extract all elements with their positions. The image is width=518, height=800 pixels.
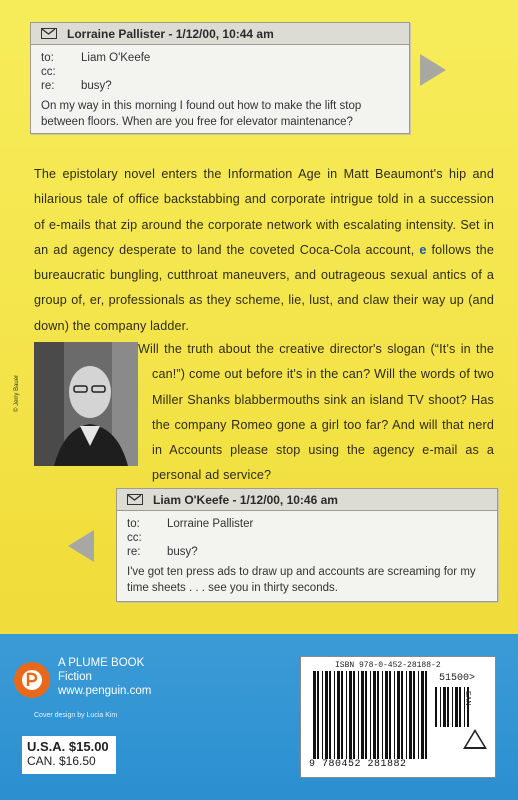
barcode-bar xyxy=(373,671,376,759)
barcode-bar xyxy=(447,687,449,727)
to-label: to: xyxy=(41,52,54,64)
barcode-bar xyxy=(341,671,343,759)
barcode-digits: 9 780452 281882 xyxy=(309,759,407,770)
cc-row xyxy=(41,65,409,79)
blurb-paragraph-1 xyxy=(34,162,494,339)
barcode-bar xyxy=(421,671,424,759)
email-top-header xyxy=(31,23,409,45)
barcode-bar xyxy=(313,671,316,759)
barcode-bar xyxy=(337,671,340,759)
publisher-url[interactable]: www.penguin.com xyxy=(58,685,152,697)
isbn-number: ISBN 978-0-452-28188-2 xyxy=(335,661,441,670)
re-value: busy? xyxy=(81,80,112,92)
blurb-text: The epistolary novel enters the Information Age in Matt Beaumont's hip and hilarious tale of office backstabbing and corporate intrigue told in a succession of e-mails that zip around the corporate network with escalating intensity. Set in an ad agency desperate to land the coveted Coca-Cola account, xyxy=(34,167,494,257)
barcode-bar xyxy=(325,671,328,759)
barcode-bar xyxy=(459,687,461,727)
publisher-name: A PLUME BOOK xyxy=(58,657,145,669)
barcode-bar xyxy=(349,671,352,759)
re-label: re: xyxy=(127,546,141,558)
price-box xyxy=(22,736,116,774)
barcode-bar xyxy=(389,671,391,759)
title-e: e xyxy=(419,242,427,257)
photo-credit: © Jerry Bauer xyxy=(14,374,20,412)
barcode-bar xyxy=(401,671,403,759)
barcode-bar xyxy=(370,671,371,759)
barcode-bar xyxy=(455,687,458,727)
blurb-text: follows the bureaucratic bungling, cutthroat maneuvers, and outrageous sexual antics of a group of, er, professionals as they scheme, lie, lust, and claw their way up (and down) the company ladder. xyxy=(34,242,494,333)
barcode-bar xyxy=(317,671,319,759)
price-can: CAN. $16.50 xyxy=(27,754,96,768)
to-value: Liam O'Keefe xyxy=(81,52,151,64)
to-row xyxy=(41,51,409,65)
barcode-bar xyxy=(358,671,359,759)
barcode-bar xyxy=(397,671,400,759)
barcode-bar xyxy=(418,671,419,759)
barcode-bar xyxy=(435,687,437,727)
barcode-box xyxy=(300,656,496,778)
arrow-left-icon xyxy=(68,530,94,562)
re-row xyxy=(41,79,409,93)
ean-triangle-icon xyxy=(463,729,487,749)
barcode-bar xyxy=(452,687,453,727)
email-bottom-header xyxy=(117,489,497,511)
barcode-bar xyxy=(440,687,441,727)
barcode-bar xyxy=(329,671,331,759)
arrow-right-icon xyxy=(420,54,446,86)
email-top-sender: Lorraine Pallister - 1/12/00, 10:44 am xyxy=(67,26,274,41)
barcode-bar xyxy=(334,671,335,759)
barcode-main xyxy=(313,671,429,759)
to-value: Lorraine Pallister xyxy=(167,518,254,530)
barcode-bar xyxy=(382,671,383,759)
barcode-bar xyxy=(409,671,412,759)
barcode-bar xyxy=(361,671,364,759)
email-bottom xyxy=(116,488,498,602)
email-top-message: On my way in this morning I found out how to make the lift stop between floors. When are you free for elevator maintenance? xyxy=(41,100,362,128)
blurb-paragraph-2 xyxy=(138,337,494,489)
email-bottom-body xyxy=(117,511,497,596)
envelope-icon xyxy=(127,494,143,505)
barcode-bar xyxy=(425,671,427,759)
barcode-bar xyxy=(443,687,446,727)
plume-logo-icon xyxy=(14,662,50,698)
barcode-bar xyxy=(353,671,355,759)
cover-design-credit: Cover design by Lucia Kim xyxy=(34,712,118,719)
email-bottom-message: I've got ten press ads to draw up and accounts are screaming for my time sheets . . . see you in thirty seconds. xyxy=(127,566,476,594)
cc-label: cc: xyxy=(41,66,56,78)
barcode-bar xyxy=(346,671,347,759)
envelope-icon xyxy=(41,28,57,39)
email-top-body xyxy=(31,45,409,130)
price-usa: U.S.A. $15.00 xyxy=(27,739,109,754)
barcode-bar xyxy=(365,671,367,759)
publisher-block xyxy=(58,656,151,698)
barcode-bar xyxy=(413,671,415,759)
to-label: to: xyxy=(127,518,140,530)
barcode-bar xyxy=(322,671,323,759)
author-photo xyxy=(34,342,138,466)
barcode-bar xyxy=(377,671,379,759)
email-bottom-sender: Liam O'Keefe - 1/12/00, 10:46 am xyxy=(153,492,338,507)
re-label: re: xyxy=(41,80,55,92)
ean-addon-code: 51500> xyxy=(439,673,476,684)
email-top xyxy=(30,22,410,134)
publisher-genre: Fiction xyxy=(58,671,92,683)
barcode-bar xyxy=(394,671,395,759)
cc-row xyxy=(127,531,497,545)
re-row xyxy=(127,545,497,559)
barcode-bar xyxy=(385,671,388,759)
cc-label: cc: xyxy=(127,532,142,544)
barcode-bar xyxy=(406,671,407,759)
re-value: busy? xyxy=(167,546,198,558)
to-row xyxy=(127,517,497,531)
ean-label: EAN xyxy=(464,691,471,706)
blurb-text: Will the truth about the creative director's slogan (“It's in the can!”) come out before it's in the can? Will the words of two Miller Shanks blabbermouths sink an island TV shoot? Has the company Romeo gone a girl too far? And will that nerd in Accounts please stop using the agency e-mail as a personal ad service? xyxy=(138,342,494,483)
